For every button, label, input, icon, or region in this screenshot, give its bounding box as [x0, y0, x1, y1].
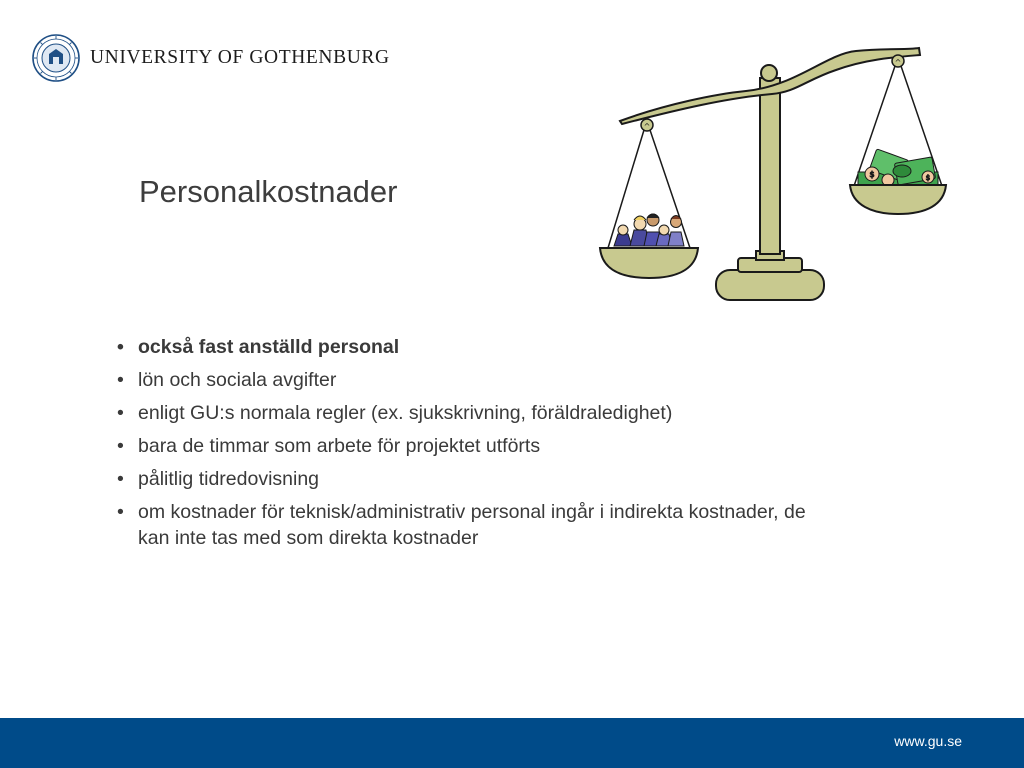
university-name: UNIVERSITY OF GOTHENBURG: [90, 47, 390, 68]
people-icon: [614, 214, 684, 246]
bullet-item: • lön och sociala avgifter: [117, 367, 807, 393]
footer-url: www.gu.se: [894, 733, 962, 749]
svg-text:$: $: [869, 170, 875, 179]
money-icon: [858, 149, 938, 186]
svg-text:^: ^: [643, 122, 651, 131]
bullet-item: • också fast anställd personal: [117, 334, 807, 360]
svg-text:$: $: [925, 174, 931, 182]
bullet-list: [117, 334, 807, 558]
bullet-item: • enligt GU:s normala regler (ex. sjukskrivning, föräldraledighet): [117, 400, 807, 426]
bullet-item: • pålitlig tidredovisning: [117, 466, 807, 492]
svg-text:^: ^: [894, 58, 902, 67]
university-seal-icon: [32, 34, 80, 82]
slide-title: Personalkostnader: [139, 174, 398, 209]
bullet-item: • om kostnader för teknisk/administrativ personal ingår i indirekta kostnader, de kan inte tas med som direkta kostnader: [117, 499, 807, 551]
balance-scale-illustration: [596, 44, 952, 306]
bullet-item: • bara de timmar som arbete för projektet utförts: [117, 433, 807, 459]
footer-bar: [0, 718, 1024, 768]
